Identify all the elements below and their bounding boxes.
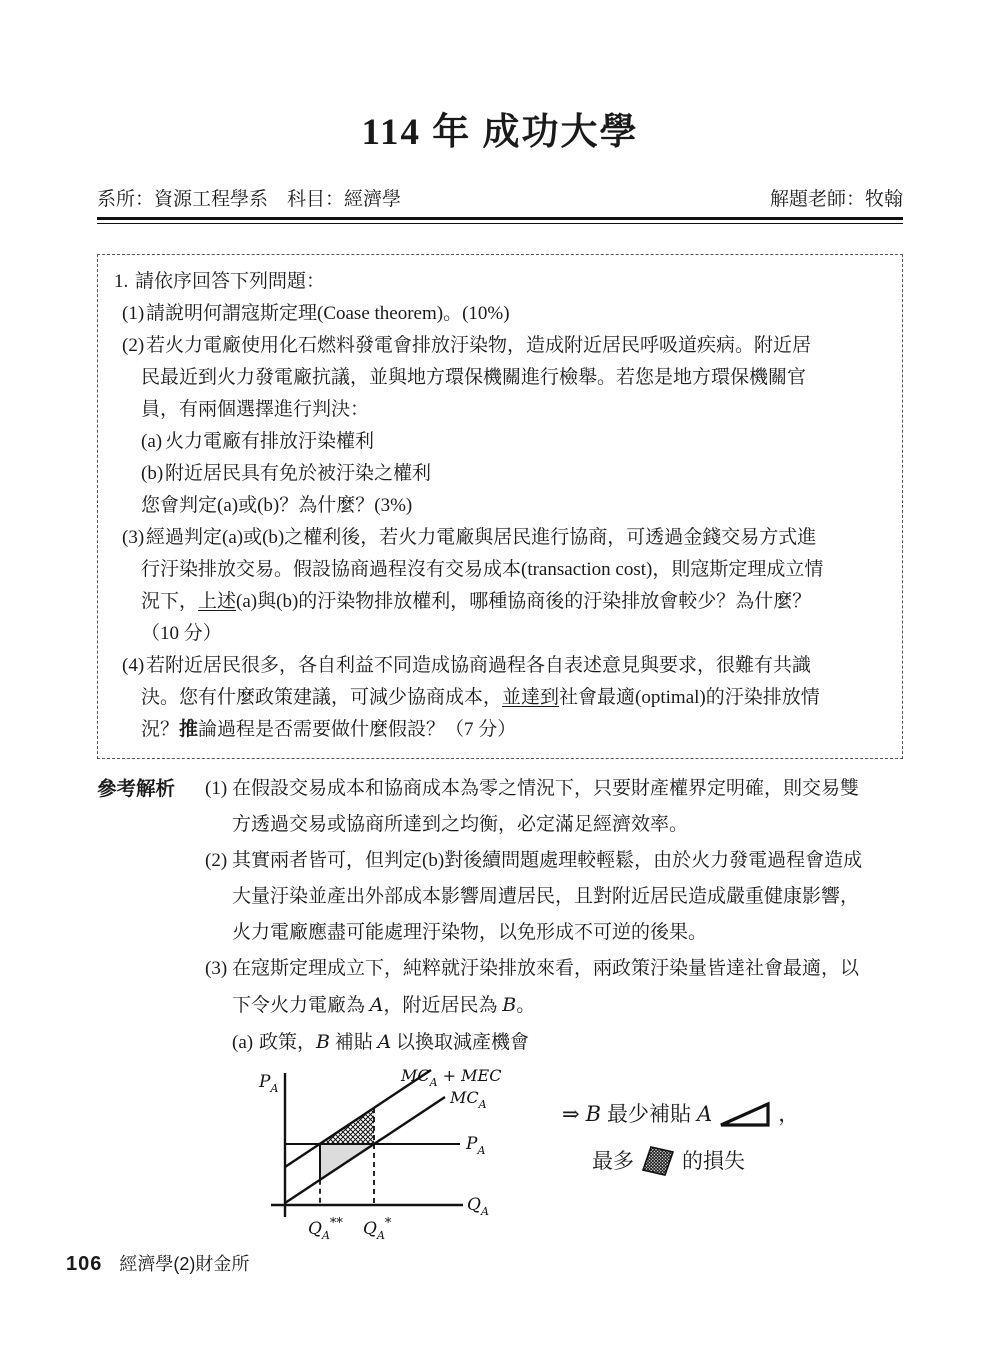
annotation-comma: ， — [778, 1102, 800, 1126]
x-axis-label: $Q_A$ — [467, 1195, 489, 1218]
answer-label: (2) — [205, 850, 228, 871]
math-var: B — [502, 994, 517, 1016]
analysis-section — [97, 771, 903, 1061]
question-text: 附近居民具有免於被汙染之權利 — [165, 463, 432, 484]
analysis-text: 在假設交易成本和協商成本為零之情況下，只要財產權界定明確，則交易雙 — [232, 778, 860, 799]
item-label: (4) — [122, 655, 145, 676]
triangle-area-icon — [718, 1100, 772, 1129]
sub-item-label: (a) — [141, 431, 163, 452]
question-number: 1. — [114, 271, 129, 292]
analysis-line — [205, 987, 903, 1024]
figure-row — [253, 1067, 1000, 1255]
question-line — [114, 330, 886, 362]
header-info-row — [97, 188, 903, 212]
bold-text: 推 — [179, 719, 199, 740]
annotation-line-1 — [562, 1099, 799, 1129]
question-line — [114, 554, 886, 586]
text-fragment: 政策， — [259, 1032, 317, 1053]
annotation-line-2 — [592, 1145, 799, 1177]
question-line — [114, 394, 886, 426]
analysis-text: 火力電廠應盡可能處理汙染物，以免形成不可逆的後果。 — [232, 922, 708, 943]
question-text: （10 分） — [141, 623, 222, 644]
annotation-text: 最少補貼 — [607, 1102, 692, 1126]
analysis-text: 方透過交易或協商所達到之均衡，必定滿足經濟效率。 — [232, 814, 689, 835]
header-divider — [97, 217, 903, 224]
math-var: B — [585, 1102, 602, 1126]
analysis-line — [205, 1024, 903, 1061]
analysis-body — [97, 771, 903, 1061]
text-fragment: 下令火力電廠為 — [232, 995, 370, 1016]
math-var: A — [697, 1102, 713, 1126]
question-line — [114, 298, 886, 330]
question-line — [114, 458, 886, 490]
item-label: (3) — [122, 527, 145, 548]
analysis-line — [205, 915, 903, 951]
analysis-line — [205, 807, 903, 843]
question-line — [114, 586, 886, 618]
math-var: A — [377, 1031, 392, 1053]
qs-label: $Q_A^*$ — [363, 1216, 392, 1242]
hatched-area-icon — [640, 1145, 676, 1177]
underlined-text: 並達到 — [502, 687, 560, 708]
question-text: 請依序回答下列問題： — [135, 271, 326, 292]
analysis-text: 大量汙染並產出外部成本影響周遭居民，且對附近居民造成嚴重健康影響， — [232, 886, 860, 907]
analysis-line — [205, 951, 903, 987]
question-line — [114, 682, 886, 714]
question-line — [114, 650, 886, 682]
teacher-label: 解題老師：牧翰 — [769, 189, 903, 210]
price-label: $P_A$ — [466, 1134, 486, 1157]
text-fragment: ，附近居民為 — [383, 995, 503, 1016]
text-fragment: 況？ — [141, 719, 180, 740]
sub-item-label: (b) — [141, 463, 164, 484]
qss-label: $Q_A^{**}$ — [308, 1216, 343, 1242]
item-label: (1) — [122, 303, 145, 324]
question-text: 您會判定(a)或(b)？為什麼？(3%) — [141, 495, 413, 516]
question-line — [114, 266, 886, 298]
figure-annotation — [562, 1099, 799, 1177]
question-text: 民最近到火力發電廠抗議，並與地方環保機關進行檢舉。若您是地方環保機關官 — [141, 367, 807, 388]
analysis-text: 在寇斯定理成立下，純粹就汙染排放來看，兩政策汙染量皆達社會最適，以 — [232, 958, 860, 979]
text-fragment: 況下， — [141, 591, 199, 612]
text-fragment: 決。您有什麼政策建議，可減少協商成本， — [141, 687, 503, 708]
text-fragment: 補貼 — [329, 1032, 378, 1053]
text-fragment: 社會最適(optimal)的汙染排放情 — [559, 687, 820, 708]
math-var: A — [369, 994, 384, 1016]
question-line — [114, 522, 886, 554]
question-text: 若火力電廠使用化石燃料發電會排放汙染物，造成附近居民呼吸道疾病。附近居 — [146, 335, 812, 356]
underlined-text: 上述 — [198, 591, 237, 612]
page-footer — [66, 1250, 249, 1276]
mc-plus-mec-label: $MC_A$ + MEC — [401, 1067, 502, 1089]
question-text: 行汙染排放交易。假設協商過程沒有交易成本(transaction cost)，則寇斯定理成立情 — [141, 559, 824, 580]
text-fragment: (a)與(b)的汙染物排放權利，哪種協商後的汙染排放會較少？為什麼？ — [236, 591, 812, 612]
question-line — [114, 426, 886, 458]
marginal-cost-diagram — [253, 1067, 518, 1255]
answer-label: (3) — [205, 958, 228, 979]
footer-book-title: 經濟學(2)財金所 — [119, 1254, 250, 1274]
item-label: (2) — [122, 335, 145, 356]
page-number: 106 — [66, 1253, 103, 1275]
analysis-text: 其實兩者皆可，但判定(b)對後續問題處理較輕鬆，由於火力發電過程會造成 — [232, 850, 863, 871]
answer-label: (1) — [205, 778, 228, 799]
question-line — [114, 618, 886, 650]
implies-arrow: ⇒ — [562, 1102, 580, 1126]
analysis-line — [205, 771, 903, 807]
analysis-line — [205, 879, 903, 915]
question-text: 若附近居民很多，各自利益不同造成協商過程各自表述意見與要求，很難有共識 — [146, 655, 812, 676]
dept-subject-label: 系所：資源工程學系 科目：經濟學 — [97, 189, 402, 210]
annotation-text: 最多 — [592, 1149, 634, 1173]
mc-label: $MC_A$ — [450, 1088, 487, 1111]
question-text: 員，有兩個選擇進行判決： — [141, 399, 370, 420]
question-line — [114, 714, 886, 746]
text-fragment: 。 — [516, 995, 536, 1016]
text-fragment: 論過程是否需要做什麼假設？（7 分） — [198, 719, 517, 740]
answer-label: (a) — [232, 1032, 254, 1053]
question-text: 經過判定(a)或(b)之權利後，若火力電廠與居民進行協商，可透過金錢交易方式進 — [146, 527, 817, 548]
page-title: 114 年 成功大學 — [361, 112, 639, 153]
annotation-text: 的損失 — [682, 1149, 745, 1173]
question-line — [114, 490, 886, 522]
question-text: 請說明何謂寇斯定理(Coase theorem)。(10%) — [146, 303, 510, 324]
text-fragment: 以換取減產機會 — [391, 1032, 529, 1053]
question-line — [114, 362, 886, 394]
analysis-heading: 參考解析 — [97, 778, 176, 800]
question-text: 火力電廠有排放汙染權利 — [165, 431, 375, 452]
y-axis-label: $P_A$ — [259, 1072, 279, 1095]
math-var: B — [316, 1031, 330, 1053]
question-box — [97, 254, 903, 759]
analysis-line — [205, 843, 903, 879]
